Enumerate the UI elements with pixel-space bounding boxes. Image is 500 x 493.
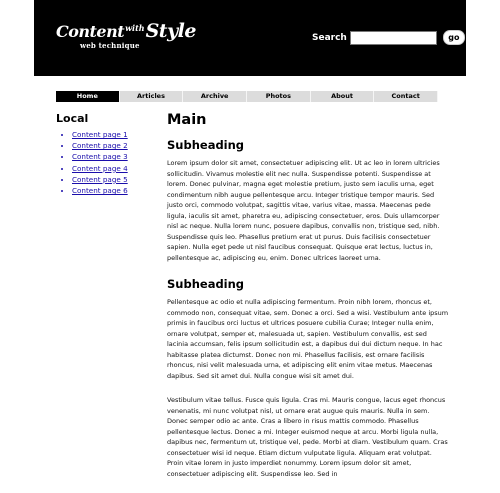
sidebar-item-content-page-2[interactable]: • Content page 2 (72, 140, 151, 151)
nav-item-about[interactable]: About (311, 91, 375, 102)
main-content (167, 112, 450, 493)
section-2-heading: Subheading (167, 277, 245, 291)
site-logo[interactable] (56, 22, 196, 49)
site-header (34, 0, 466, 76)
nav-item-home[interactable]: Home (56, 91, 120, 102)
nav-item-archive[interactable]: Archive (183, 91, 247, 102)
search-input[interactable] (350, 31, 437, 45)
logo-tagline: web technique (80, 41, 140, 50)
sidebar-item-content-page-6[interactable]: • Content page 6 (72, 185, 151, 196)
sidebar-item-content-page-5[interactable]: • Content page 5 (72, 174, 151, 185)
nav-item-contact[interactable]: Contact (374, 91, 438, 102)
search-go-button[interactable]: go (443, 30, 465, 45)
section-2-paragraph-1: Pellentesque ac odio et nulla adipiscing fermentum. Proin nibh lorem, rhoncus et, commodo non, consequat vitae, sem. Donec a orci. Sed a wisi. Vestibulum ante ipsum primis in faucibus orci luctus et ultrices posuere cubilia Curae; Integer nulla enim, ornare volutpat, semper et, malesuada ut, sapien. Vestibulum convallis, est sed lacinia accumsan, felis ipsum sollicitudin est, a dapibus dui dui dictum neque. In hac habitasse platea dictumst. Donec non mi. Phasellus facilisis, est ornare facilisis rhoncus, nisi velit malesuada urna, et adipiscing elit enim vitae metus. Maecenas dapibus. Sed sit amet dui. Nulla congue wisi sit amet dui. (167, 298, 449, 380)
nav-item-photos[interactable]: Photos (247, 91, 311, 102)
sidebar-item-content-page-4[interactable]: • Content page 4 (72, 163, 151, 174)
logo-text-with: with (125, 23, 145, 33)
section-1-paragraph-1: Lorem ipsum dolor sit amet, consectetuer adipiscing elit. Ut ac leo in lorem ultricies sollicitudin. Vivamus molestie elit nec nulla. Suspendisse potenti. Suspendisse at lorem. Donec pulvinar, magna eget molestie pretium, justo sem iaculis urna, eget condimentum nibh augue pellentesque arcu. Integer tristique tempor mauris. Sed justo orci, commodo volutpat, sagittis vitae, varius vitae, massa. Maecenas pede ligula, iaculis sit amet, pharetra eu, adipiscing consectetuer, eros. Duis ullamcorper nisl ac neque. Nulla lorem nunc, posuere dapibus, convallis non, tristique sed, nibh. Suspendisse quis leo. Phasellus pretium erat ut purus. Duis facilisis consectetuer sapien. Nulla eget pede ut nisl faucibus consequat. Quisque erat lectus, luctus in, pellentesque ac, adipiscing eu, enim. Donec ultrices laoreet urna. (167, 159, 440, 262)
page-title: Main (167, 112, 207, 128)
section-1-heading: Subheading (167, 138, 245, 152)
sidebar-item-content-page-1[interactable]: • Content page 1 (72, 129, 151, 140)
sidebar-item-content-page-3[interactable]: • Content page 3 (72, 151, 151, 162)
logo-text-main: Content (56, 22, 125, 41)
sidebar (56, 112, 151, 196)
section-2-paragraph-2: Vestibulum vitae tellus. Fusce quis ligula. Cras mi. Mauris congue, lacus eget rhoncus venenatis, mi nunc volutpat nisl, ut ornare erat augue quis mauris. Nulla in sem. Donec semper odio ac ante. Cras a libero in risus mattis commodo. Phasellus pellentesque lectus. Donec a mi. Integer euismod neque at arcu. Morbi ligula nulla, dapibus nec, fermentum ut, tristique vel, pede. Morbi at diam. Vestibulum quam. Cras consectetuer wisi id neque. Etiam dictum vulputate ligula. Aliquam erat volutpat. Proin vitae lorem in justo imperdiet nonummy. Lorem ipsum dolor sit amet, consectetuer adipiscing elit. Suspendisse leo. Sed in (167, 396, 448, 478)
sidebar-title: Local (56, 112, 89, 125)
main-nav (56, 91, 438, 102)
search-form (312, 30, 465, 45)
logo-text-style: Style (145, 20, 196, 42)
nav-item-articles[interactable]: Articles (120, 91, 184, 102)
search-label: Search (312, 32, 347, 43)
sidebar-list (56, 129, 151, 196)
